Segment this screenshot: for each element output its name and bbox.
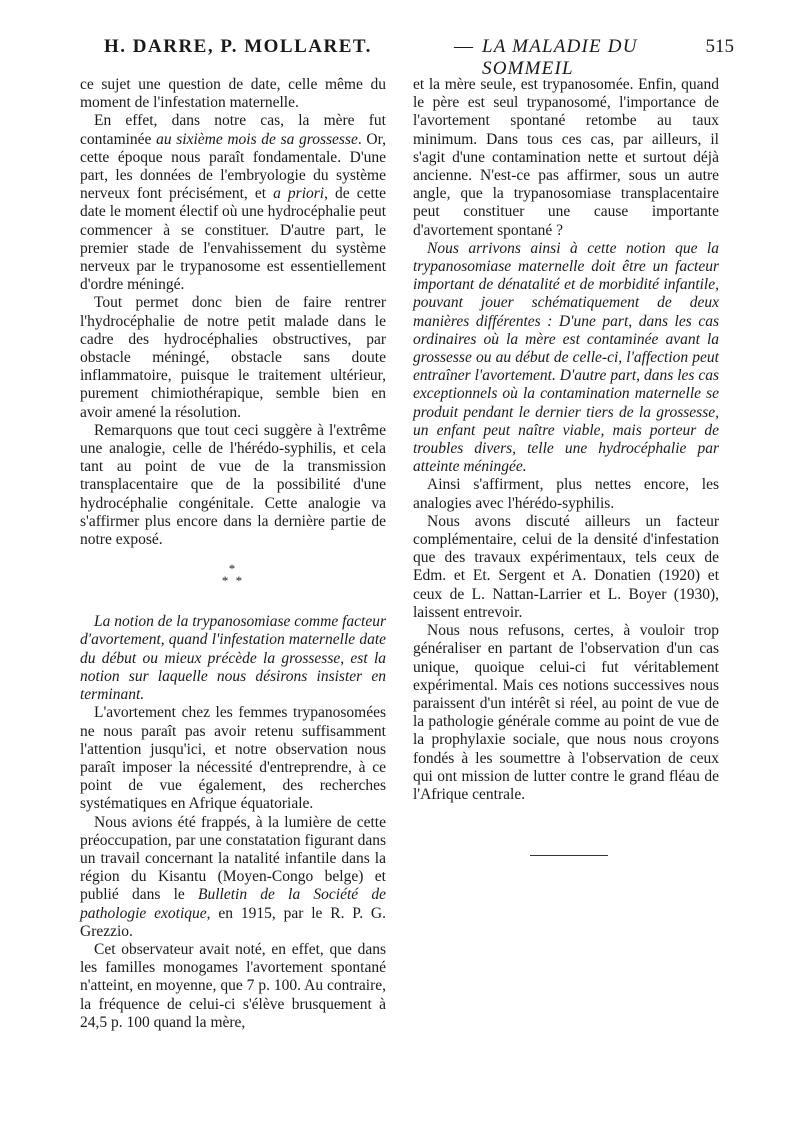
right-paragraph-5: Nous nous refusons, certes, à vouloir trop généraliser en partant de l'observation d'un cas unique, quoique celui-ci fut véritablement expérimental. Mais ces notions successives nous paraissent d'un intérêt si réel, au point de vue de la pathologie générale comme au point de vue de la prophylaxie sociale, que nous nous croyons fondés à les soumettre à l'observation de ceux qui ont mission de lutter contre le grand fléau de l'Afrique centrale. bbox=[413, 622, 719, 803]
left-paragraph-3: Tout permet donc bien de faire rentrer l'hydrocéphalie de notre petit malade dans le cadre des hydrocéphalies obstructives, par obstacle méningé, obstacle sans doute inflammatoire, puisque le traitement ultérieur, purement chimiothérapique, semble bien en avoir amené la résolution. bbox=[80, 294, 386, 421]
left-paragraph-5: La notion de la trypanosomiase comme facteur d'avortement, quand l'infestation maternelle date du début ou mieux précède la grossesse, est la notion sur laquelle nous désirons insister en terminant. bbox=[80, 613, 386, 704]
left-column bbox=[80, 76, 386, 1032]
page-number: 515 bbox=[705, 36, 734, 57]
left-paragraph-2: En effet, dans notre cas, la mère fut contaminée au sixième mois de sa grossesse. Or, cette époque nous paraît fondamentale. D'une part, les données de l'embryologie du système nerveux font précisément, et a priori, de cette date le moment électif où une hydrocéphalie peut commencer à se constituer. D'autre part, le premier stade de l'envahissement du système nerveux par le trypanosome est essentiellement d'ordre méningé. bbox=[80, 112, 387, 294]
header-authors: H. DARRE, P. MOLLARET. bbox=[104, 36, 372, 57]
right-paragraph-3: Ainsi s'affirment, plus nettes encore, les analogies avec l'hérédo-syphilis. bbox=[413, 476, 719, 512]
right-paragraph-1: et la mère seule, est trypanosomée. Enfin, quand le père est seul trypanosomé, l'importance de l'avortement spontané retombe au taux minimum. Dans tous ces cas, par ailleurs, il s'agit d'une contamination nette et surtout déjà ancienne. N'est-ce pas affirmer, sous un autre angle, que la trypanosomiase transplacentaire peut constituer une cause importante d'avortement spontané ? bbox=[413, 76, 719, 239]
section-asterism: * * * bbox=[221, 561, 245, 589]
header-title: LA MALADIE DU SOMMEIL bbox=[482, 36, 638, 79]
right-column bbox=[413, 76, 719, 804]
left-paragraph-7: Nous avions été frappés, à la lumière de cette préoccupation, par une constatation figurant dans un travail concernant la natalité infantile dans la région du Kisantu (Moyen-Congo belge) et publié dans le Bulletin de la Société de pathologie exotique, en 1915, par le R. P. G. Grezzio. bbox=[80, 813, 387, 940]
right-paragraph-2: Nous arrivons ainsi à cette notion que la trypanosomiase maternelle doit être un facteur important de dénatalité et de morbidité infantile, pouvant jouer schématiquement de deux manières différentes : D'une part, dans les cas ordinaires où la mère est contaminée avant la grossesse ou au début de celle-ci, l'affection peut entraîner l'avortement. D'autre part, dans les cas exceptionnels où la contamination maternelle se produit pendant le dernier tiers de la grossesse, un enfant peut naître viable, mais porteur de troubles divers, telle une hydrocéphalie par atteinte méningée. bbox=[413, 239, 719, 476]
closing-rule bbox=[530, 855, 608, 856]
right-paragraph-4: Nous avons discuté ailleurs un facteur complémentaire, celui de la densité d'infestation que des travaux expérimentaux, tels ceux de Edm. et Et. Sergent et A. Donatien (1920) et ceux de L. Nattan-Larrier et L. Boyer (1930), laissent entrevoir. bbox=[413, 512, 719, 621]
left-paragraph-6: L'avortement chez les femmes trypanosomées ne nous paraît pas avoir retenu suffisamment l'attention jusqu'ici, et notre observation nous paraît imposer la nécessité d'entreprendre, à ce point de vue également, des recherches systématiques en Afrique équatoriale. bbox=[80, 704, 386, 813]
running-header bbox=[84, 36, 734, 79]
left-paragraph-8: Cet observateur avait noté, en effet, que dans les familles monogames l'avortement spontané n'atteint, en moyenne, que 7 p. 100. Au contraire, la fréquence de celui-ci s'élève brusquement à 24,5 p. 100 quand la mère, bbox=[80, 940, 386, 1031]
left-paragraph-4: Remarquons que tout ceci suggère à l'extrême une analogie, celle de l'hérédo-syphilis, et cela tant au point de vue de la transmission transplacentaire que de la possibilité d'une hydrocéphalie congénitale. Cette analogie va s'affirmer plus encore dans la dernière partie de notre exposé. bbox=[80, 421, 386, 549]
header-dash: — bbox=[454, 36, 473, 57]
left-paragraph-1: ce sujet une question de date, celle même du moment de l'infestation maternelle. bbox=[80, 76, 386, 112]
